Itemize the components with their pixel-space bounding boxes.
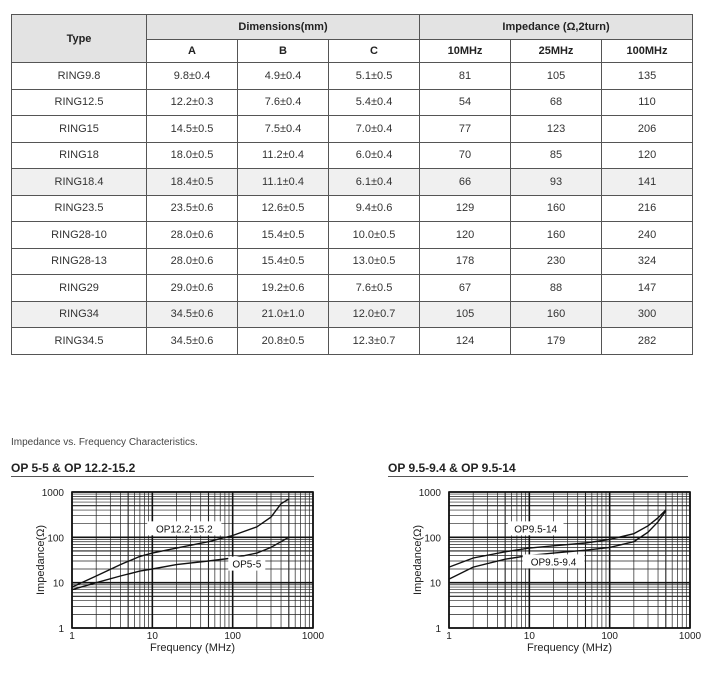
impedance-chart-right [377, 480, 707, 655]
y-axis-title: Impedance(Ω) [35, 525, 47, 595]
col-header-10mhz: 10MHz [420, 40, 511, 63]
table-row [12, 301, 693, 328]
table-cell-type: RING15 [12, 116, 147, 143]
table-cell-type: RING23.5 [12, 195, 147, 222]
x-tick-label: 1 [446, 631, 452, 642]
table-cell-a: 12.2±0.3 [147, 89, 238, 116]
type-header: Type [12, 15, 147, 63]
table-cell-z25: 88 [511, 275, 602, 302]
table-cell-c: 6.0±0.4 [329, 142, 420, 169]
y-tick-label: 10 [52, 578, 64, 590]
table-cell-c: 7.6±0.5 [329, 275, 420, 302]
table-cell-z100: 206 [602, 116, 693, 143]
table-cell-type: RING34 [12, 301, 147, 328]
table-cell-c: 9.4±0.6 [329, 195, 420, 222]
x-axis-title: Frequency (MHz) [150, 642, 235, 654]
table-cell-z100: 324 [602, 248, 693, 275]
table-cell-z100: 110 [602, 89, 693, 116]
chart-caption: Impedance vs. Frequency Characteristics. [11, 437, 198, 448]
table-cell-z25: 160 [511, 301, 602, 328]
series-line-0 [72, 499, 289, 587]
table-cell-type: RING29 [12, 275, 147, 302]
x-tick-label: 100 [224, 631, 242, 642]
table-cell-b: 7.6±0.4 [238, 89, 329, 116]
table-cell-z100: 147 [602, 275, 693, 302]
table-cell-z100: 300 [602, 301, 693, 328]
table-cell-z10: 129 [420, 195, 511, 222]
table-cell-z100: 216 [602, 195, 693, 222]
table-cell-type: RING28-10 [12, 222, 147, 249]
table-cell-z10: 120 [420, 222, 511, 249]
y-tick-label: 100 [47, 533, 64, 545]
table-cell-z10: 178 [420, 248, 511, 275]
x-axis-title: Frequency (MHz) [527, 642, 612, 654]
impedance-header: Impedance (Ω,2turn) [420, 15, 693, 40]
y-tick-label: 1000 [41, 488, 64, 499]
table-cell-a: 23.5±0.6 [147, 195, 238, 222]
table-cell-a: 29.0±0.6 [147, 275, 238, 302]
table-cell-c: 5.1±0.5 [329, 63, 420, 90]
chart-title-right: OP 9.5-9.4 & OP 9.5-14 [388, 461, 688, 477]
y-tick-label: 10 [429, 578, 441, 590]
col-header-100mhz: 100MHz [602, 40, 693, 63]
table-cell-z25: 105 [511, 63, 602, 90]
table-cell-a: 14.5±0.5 [147, 116, 238, 143]
table-row [12, 89, 693, 116]
table-cell-b: 11.1±0.4 [238, 169, 329, 196]
table-cell-z10: 54 [420, 89, 511, 116]
table-cell-z10: 70 [420, 142, 511, 169]
table-cell-a: 18.4±0.5 [147, 169, 238, 196]
table-cell-a: 28.0±0.6 [147, 222, 238, 249]
col-header-25mhz: 25MHz [511, 40, 602, 63]
table-cell-z100: 240 [602, 222, 693, 249]
table-cell-type: RING28-13 [12, 248, 147, 275]
table-row [12, 328, 693, 355]
table-cell-c: 13.0±0.5 [329, 248, 420, 275]
table-cell-z10: 105 [420, 301, 511, 328]
table-cell-z25: 160 [511, 195, 602, 222]
table-cell-type: RING9.8 [12, 63, 147, 90]
spec-table [11, 14, 693, 355]
table-cell-z100: 135 [602, 63, 693, 90]
table-row [12, 142, 693, 169]
table-body [12, 63, 693, 355]
table-cell-z100: 120 [602, 142, 693, 169]
table-cell-z25: 230 [511, 248, 602, 275]
table-cell-z100: 141 [602, 169, 693, 196]
table-cell-z100: 282 [602, 328, 693, 355]
table-cell-z25: 160 [511, 222, 602, 249]
table-cell-b: 15.4±0.5 [238, 222, 329, 249]
series-label: OP5-5 [232, 559, 262, 571]
y-tick-label: 1 [58, 624, 64, 635]
table-cell-b: 12.6±0.5 [238, 195, 329, 222]
table-cell-c: 7.0±0.4 [329, 116, 420, 143]
table-cell-z25: 85 [511, 142, 602, 169]
y-tick-label: 100 [424, 533, 441, 545]
chart-title-left: OP 5-5 & OP 12.2-15.2 [11, 461, 314, 477]
table-cell-a: 34.5±0.6 [147, 301, 238, 328]
plot-frame [72, 492, 313, 628]
table-cell-z25: 68 [511, 89, 602, 116]
table-cell-c: 6.1±0.4 [329, 169, 420, 196]
table-cell-c: 12.3±0.7 [329, 328, 420, 355]
table-cell-b: 19.2±0.6 [238, 275, 329, 302]
table-cell-type: RING34.5 [12, 328, 147, 355]
table-cell-c: 5.4±0.4 [329, 89, 420, 116]
table-cell-type: RING12.5 [12, 89, 147, 116]
x-tick-label: 100 [601, 631, 619, 642]
impedance-chart-left [0, 480, 330, 655]
table-cell-a: 9.8±0.4 [147, 63, 238, 90]
table-cell-c: 12.0±0.7 [329, 301, 420, 328]
col-header-c: C [329, 40, 420, 63]
table-cell-b: 4.9±0.4 [238, 63, 329, 90]
series-label: OP12.2-15.2 [155, 524, 213, 536]
table-cell-b: 21.0±1.0 [238, 301, 329, 328]
table-row [12, 63, 693, 90]
table-cell-a: 34.5±0.6 [147, 328, 238, 355]
table-row [12, 169, 693, 196]
table-row [12, 248, 693, 275]
table-row [12, 116, 693, 143]
table-cell-z10: 124 [420, 328, 511, 355]
table-row [12, 275, 693, 302]
table-cell-z10: 77 [420, 116, 511, 143]
col-header-a: A [147, 40, 238, 63]
table-cell-b: 20.8±0.5 [238, 328, 329, 355]
table-cell-z25: 179 [511, 328, 602, 355]
table-cell-b: 15.4±0.5 [238, 248, 329, 275]
table-cell-z25: 93 [511, 169, 602, 196]
series-label: OP9.5-14 [514, 524, 558, 536]
x-tick-label: 1000 [301, 631, 325, 642]
table-cell-type: RING18 [12, 142, 147, 169]
table-cell-z10: 81 [420, 63, 511, 90]
y-tick-label: 1 [435, 624, 441, 635]
dimensions-header: Dimensions(mm) [147, 15, 420, 40]
x-tick-label: 10 [146, 631, 158, 642]
table-cell-a: 28.0±0.6 [147, 248, 238, 275]
table-cell-a: 18.0±0.5 [147, 142, 238, 169]
table-cell-z10: 67 [420, 275, 511, 302]
table-cell-z25: 123 [511, 116, 602, 143]
x-tick-label: 1000 [678, 631, 702, 642]
col-header-b: B [238, 40, 329, 63]
table-cell-z10: 66 [420, 169, 511, 196]
table-cell-b: 7.5±0.4 [238, 116, 329, 143]
x-tick-label: 1 [69, 631, 75, 642]
table-cell-c: 10.0±0.5 [329, 222, 420, 249]
table-row [12, 195, 693, 222]
y-axis-title: Impedance(Ω) [412, 525, 424, 595]
table-row [12, 222, 693, 249]
x-tick-label: 10 [523, 631, 535, 642]
table-cell-b: 11.2±0.4 [238, 142, 329, 169]
y-tick-label: 1000 [418, 488, 441, 499]
series-label: OP9.5-9.4 [530, 557, 577, 569]
table-cell-type: RING18.4 [12, 169, 147, 196]
